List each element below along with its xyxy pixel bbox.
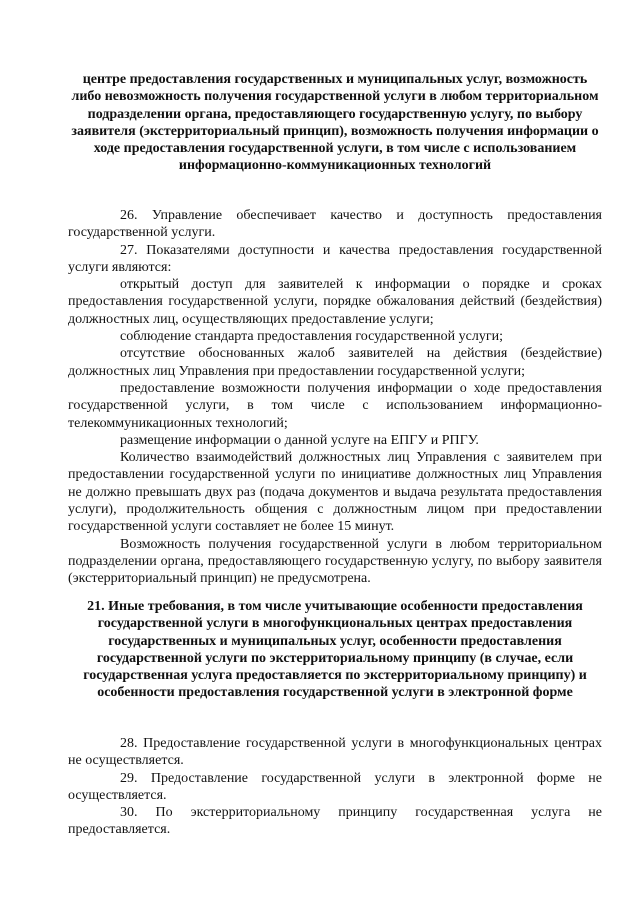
paragraph-standard: соблюдение стандарта предоставления государственной услуги; <box>120 329 503 345</box>
paragraph-28: 28. Предоставление государственной услуги в многофункциональных центрах не осуществляется. <box>68 736 602 769</box>
paragraph-30: 30. По экстерриториальному принципу государственная услуга не предоставляется. <box>68 805 602 838</box>
paragraph-29: 29. Предоставление государственной услуги в электронной форме не осуществляется. <box>68 770 602 803</box>
paragraph-epgu: размещение информации о данной услуге на ЕПГУ и РПГУ. <box>120 432 479 448</box>
paragraph-extraterritorial: Возможность получения государственной услуги в любом территориальном подразделении органа, предоставляющего государственную услугу, по выбору заявителя (экстерриториальный принцип) не предусмотрена. <box>68 536 602 587</box>
paragraph-26: 26. Управление обеспечивает качество и доступность предоставления государственной услуги. <box>68 208 602 241</box>
section-heading-top: центре предоставления государственных и муниципальных услуг, возможность либо невозможность получения государственной услуги в любом территориальном подразделении органа, предоставляющего государственную услугу, по выбору заявителя (экстерриториальный принцип), возможность получения информации о ходе предоставления государственной услуги, в том числе с использованием информационно-коммуникационных технологий <box>71 72 599 174</box>
section-body-2 <box>68 735 602 839</box>
paragraph-progress-info: предоставление возможности получения информации о ходе предоставления государственной услуги, в том числе с использованием информационно-телекоммуникационных технологий; <box>68 380 602 431</box>
paragraph-open-access: открытый доступ для заявителей к информации о порядке и сроках предоставления государственной услуги, порядке обжалования действий (бездействия) должностных лиц, осуществляющих предоставление услуги; <box>68 277 602 327</box>
section-body-1 <box>68 207 602 588</box>
section-heading-21: 21. Иные требования, в том числе учитывающие особенности предоставления государственной услуги в многофункциональных центрах предоставления государственных и муниципальных услуг, особенности предоставления государственной услуги по экстерриториальному принципу (в случае, если государственная услуга предоставляется по экстерриториальному принципу) и особенности предоставления государственной услуги в электронной форме <box>83 599 587 701</box>
paragraph-no-complaints: отсутствие обоснованных жалоб заявителей на действия (бездействие) должностных лиц Управления при предоставлении государственной услуги; <box>68 346 602 379</box>
paragraph-interactions: Количество взаимодействий должностных лиц Управления с заявителем при предоставлении государственной услуги по инициативе должностных лиц Управления не должно превышать двух раз (подача документов и выдача результата предоставления услуги), продолжительность общения с должностным лицом при предоставлении государственной услуги составляет не более 15 минут. <box>68 450 602 535</box>
paragraph-27: 27. Показателями доступности и качества предоставления государственной услуги являются: <box>68 242 602 275</box>
